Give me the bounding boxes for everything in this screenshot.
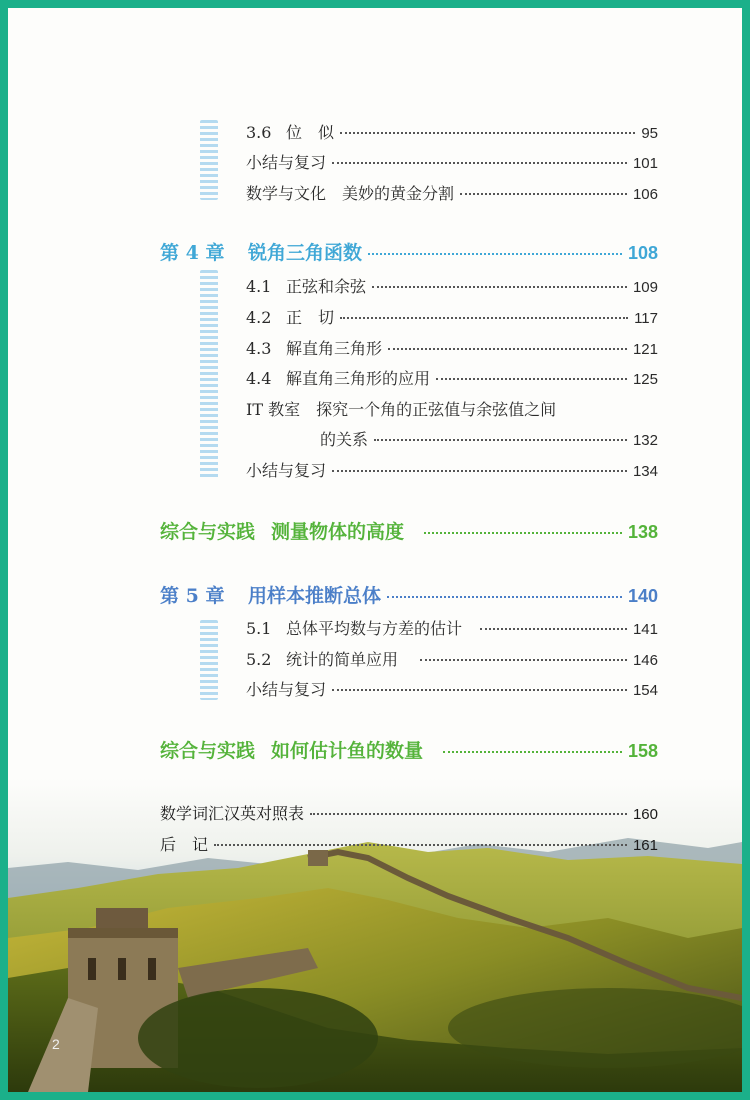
appendix-title: 后 记: [160, 835, 209, 854]
leader-dots: [372, 286, 627, 288]
leader-dots: [332, 162, 627, 164]
page-ref: 134: [632, 463, 658, 480]
great-wall-illustration: [8, 778, 742, 1092]
section-number: 4.4: [246, 369, 272, 388]
page-number: 2: [52, 1036, 60, 1052]
toc-entry[interactable]: [246, 181, 658, 204]
decorative-stripe: [200, 120, 218, 200]
section-title: 正 切: [286, 308, 335, 327]
toc-entry[interactable]: [246, 274, 658, 297]
section-number: 5.2: [246, 650, 272, 669]
practice-heading-1[interactable]: [160, 517, 658, 544]
toc-entry[interactable]: [246, 677, 658, 700]
toc-entry[interactable]: [160, 801, 658, 824]
leader-dots: [310, 813, 627, 815]
chapter-label: 第 5 章: [160, 585, 225, 607]
toc-entry[interactable]: [246, 336, 658, 359]
section-title: 的关系: [320, 430, 369, 449]
decorative-stripe: [200, 620, 218, 700]
practice-heading-2[interactable]: [160, 736, 658, 763]
page-ref: 138: [627, 522, 658, 542]
page-ref: 161: [632, 837, 658, 854]
section-title: IT 教室 探究一个角的正弦值与余弦值之间: [246, 400, 557, 419]
page-ref: 158: [627, 741, 658, 761]
appendix-title: 数学词汇汉英对照表: [160, 804, 305, 823]
section-title: 小结与复习: [246, 153, 327, 172]
toc-entry[interactable]: [246, 647, 658, 670]
leader-dots: [340, 317, 628, 319]
practice-label: 综合与实践: [160, 740, 256, 762]
toc-entry[interactable]: [246, 616, 658, 639]
chapter-label: 第 4 章: [160, 242, 225, 264]
page-ref: 109: [632, 279, 658, 296]
section-title: 解直角三角形: [286, 339, 383, 358]
leader-dots: [388, 348, 627, 350]
practice-title: 测量物体的高度: [271, 521, 405, 543]
toc-entry[interactable]: [246, 305, 658, 328]
section-number: 4.2: [246, 308, 272, 327]
section-title: 位 似: [286, 123, 335, 142]
toc-entry-it-line1[interactable]: [246, 397, 658, 420]
toc-entry-it-line2[interactable]: [320, 427, 658, 450]
section-title: 小结与复习: [246, 680, 327, 699]
practice-label: 综合与实践: [160, 521, 256, 543]
leader-dots: [436, 378, 627, 380]
leader-dots: [368, 253, 622, 255]
chapter-heading-4[interactable]: [160, 238, 658, 265]
chapter-title: 用样本推断总体: [248, 585, 382, 607]
leader-dots: [332, 689, 627, 691]
chapter-heading-5[interactable]: [160, 581, 658, 608]
page-ref: 125: [632, 371, 658, 388]
toc-entry[interactable]: [160, 832, 658, 855]
leader-dots: [424, 532, 622, 534]
page-ref: 154: [632, 682, 658, 699]
toc-entry[interactable]: [246, 458, 658, 481]
leader-dots: [460, 193, 627, 195]
page-ref: 140: [627, 586, 658, 606]
toc-entry[interactable]: [246, 366, 658, 389]
page-ref: 106: [632, 186, 658, 203]
leader-dots: [374, 439, 627, 441]
chapter-title: 锐角三角函数: [248, 242, 363, 264]
section-number: 3.6: [246, 123, 272, 142]
decorative-stripe: [200, 270, 218, 480]
page-ref: 101: [632, 155, 658, 172]
leader-dots: [340, 132, 635, 134]
section-number: 5.1: [246, 619, 272, 638]
section-title: 正弦和余弦: [286, 277, 367, 296]
leader-dots: [214, 844, 627, 846]
toc-entry[interactable]: [246, 120, 658, 143]
page-ref: 121: [632, 341, 658, 358]
practice-title: 如何估计鱼的数量: [271, 740, 424, 762]
leader-dots: [480, 628, 627, 630]
section-title: 数学与文化 美妙的黄金分割: [246, 184, 455, 203]
section-title: 解直角三角形的应用: [286, 369, 431, 388]
book-page: [8, 8, 742, 1092]
leader-dots: [443, 751, 622, 753]
page-ref: 160: [632, 806, 658, 823]
leader-dots: [420, 659, 627, 661]
page-ref: 146: [632, 652, 658, 669]
section-number: 4.3: [246, 339, 272, 358]
section-title: 总体平均数与方差的估计: [286, 619, 463, 638]
page-ref: 141: [632, 621, 658, 638]
page-ref: 132: [632, 432, 658, 449]
section-title: 统计的简单应用: [286, 650, 399, 669]
leader-dots: [332, 470, 627, 472]
toc-entry[interactable]: [246, 150, 658, 173]
page-ref: 117: [634, 310, 658, 327]
section-title: 小结与复习: [246, 461, 327, 480]
page-ref: 108: [627, 243, 658, 263]
page-ref: 95: [641, 125, 658, 142]
leader-dots: [387, 596, 622, 598]
section-number: 4.1: [246, 277, 272, 296]
